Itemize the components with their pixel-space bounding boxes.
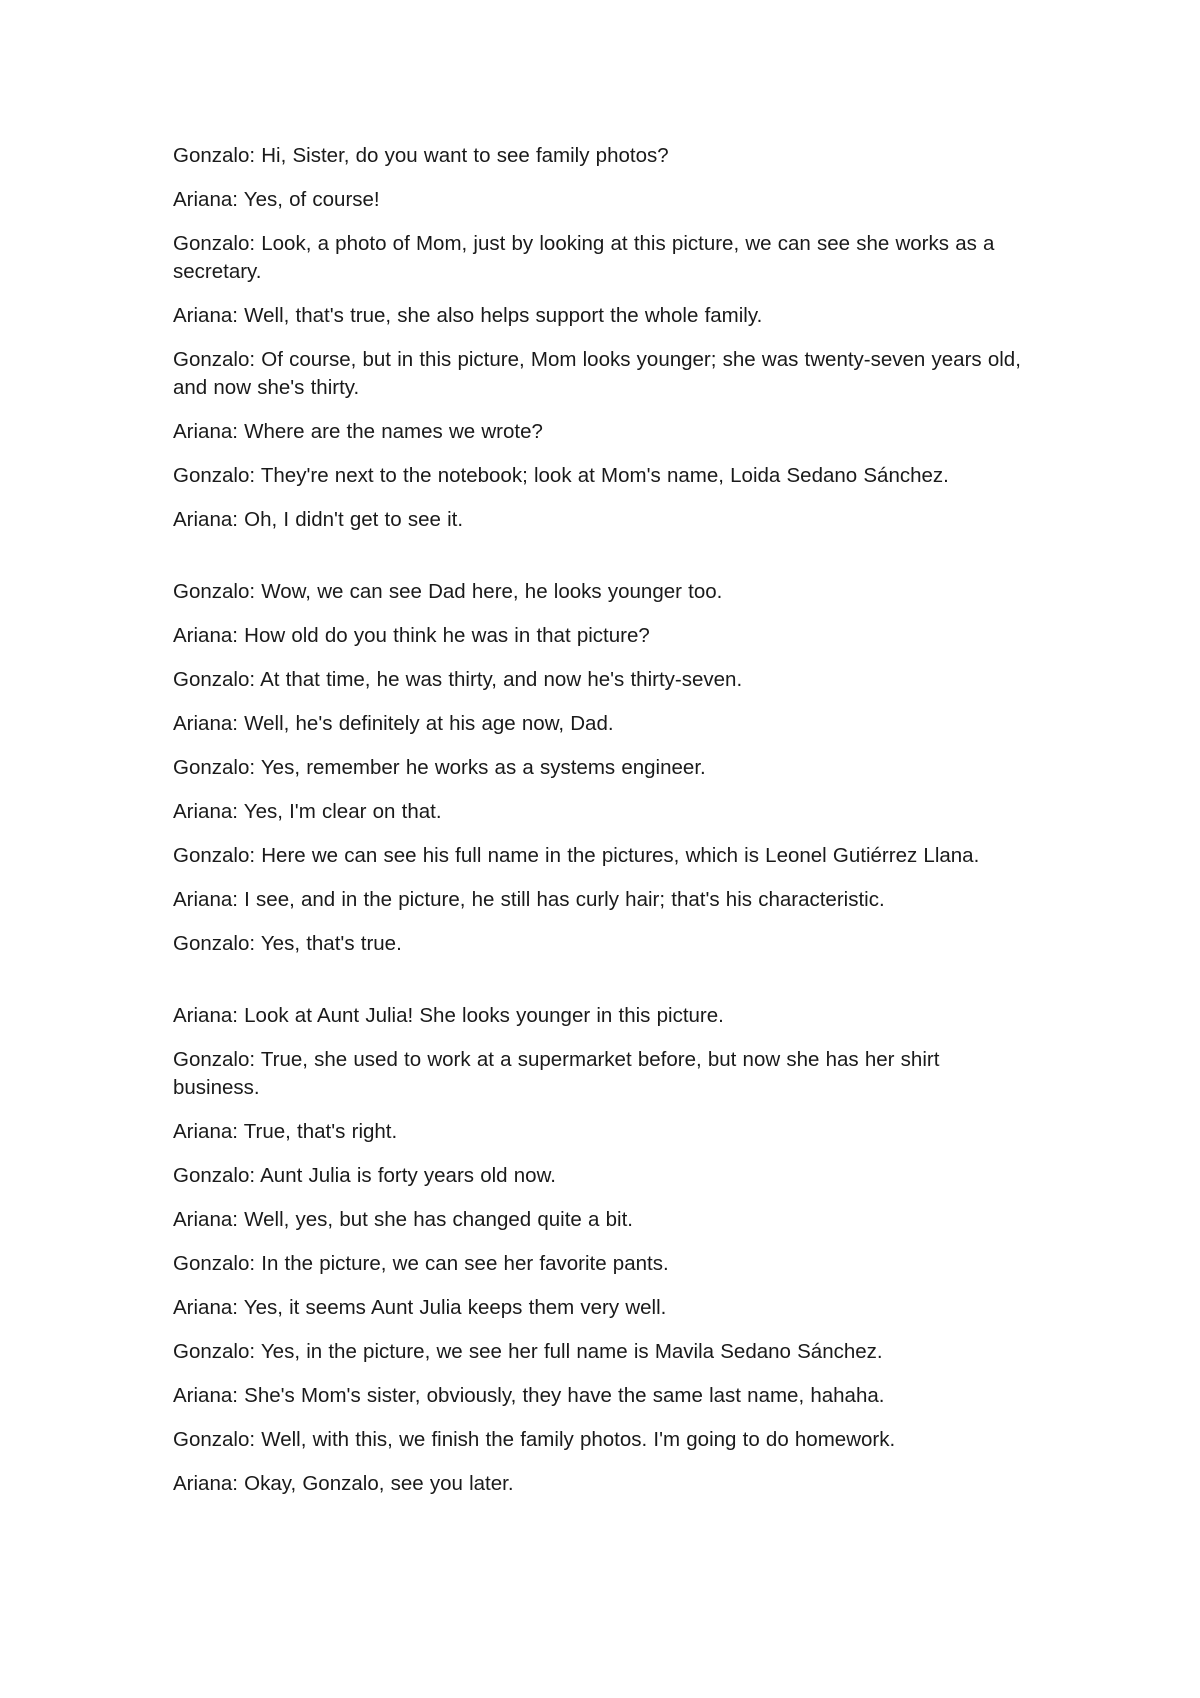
dialogue-line: Gonzalo: True, she used to work at a supermarket before, but now she has her shirt business. <box>173 1048 940 1099</box>
dialogue-line: Ariana: How old do you think he was in that picture? <box>173 624 650 647</box>
dialogue-section-dad <box>173 578 1025 958</box>
dialogue-line: Ariana: Well, that's true, she also helps support the whole family. <box>173 304 763 327</box>
dialogue-section-mom <box>173 142 1025 534</box>
dialogue-line: Gonzalo: Yes, remember he works as a systems engineer. <box>173 756 706 779</box>
dialogue-line: Ariana: She's Mom's sister, obviously, they have the same last name, hahaha. <box>173 1384 885 1407</box>
dialogue-line: Gonzalo: Aunt Julia is forty years old now. <box>173 1164 556 1187</box>
dialogue-line: Ariana: I see, and in the picture, he still has curly hair; that's his characteristic. <box>173 888 885 911</box>
dialogue-line: Gonzalo: Yes, that's true. <box>173 932 402 955</box>
dialogue-line: Gonzalo: At that time, he was thirty, and now he's thirty-seven. <box>173 668 743 691</box>
dialogue-section-aunt <box>173 1002 1025 1498</box>
dialogue-line: Ariana: Yes, of course! <box>173 188 380 211</box>
dialogue-line: Ariana: Oh, I didn't get to see it. <box>173 508 464 531</box>
dialogue-line: Ariana: Well, yes, but she has changed quite a bit. <box>173 1208 633 1231</box>
dialogue-line: Gonzalo: Well, with this, we finish the family photos. I'm going to do homework. <box>173 1428 896 1451</box>
dialogue-line: Ariana: Where are the names we wrote? <box>173 420 543 443</box>
dialogue-line: Gonzalo: Wow, we can see Dad here, he looks younger too. <box>173 580 723 603</box>
dialogue-line: Gonzalo: Of course, but in this picture, Mom looks younger; she was twenty-seven years old, and now she's thirty. <box>173 348 1021 399</box>
dialogue-line: Gonzalo: Look, a photo of Mom, just by looking at this picture, we can see she works as a secretary. <box>173 232 995 283</box>
dialogue-line: Ariana: Yes, I'm clear on that. <box>173 800 442 823</box>
dialogue-line: Gonzalo: They're next to the notebook; look at Mom's name, Loida Sedano Sánchez. <box>173 464 949 487</box>
dialogue-line: Gonzalo: Yes, in the picture, we see her full name is Mavila Sedano Sánchez. <box>173 1340 883 1363</box>
dialogue-line: Gonzalo: Here we can see his full name in the pictures, which is Leonel Gutiérrez Llana. <box>173 844 980 867</box>
dialogue-line: Ariana: Look at Aunt Julia! She looks younger in this picture. <box>173 1004 724 1027</box>
document-page <box>173 142 1025 1514</box>
dialogue-line: Ariana: True, that's right. <box>173 1120 398 1143</box>
dialogue-line: Ariana: Yes, it seems Aunt Julia keeps them very well. <box>173 1296 667 1319</box>
dialogue-line: Ariana: Well, he's definitely at his age now, Dad. <box>173 712 614 735</box>
dialogue-line: Gonzalo: Hi, Sister, do you want to see family photos? <box>173 144 669 167</box>
dialogue-line: Gonzalo: In the picture, we can see her favorite pants. <box>173 1252 669 1275</box>
dialogue-line: Ariana: Okay, Gonzalo, see you later. <box>173 1472 514 1495</box>
